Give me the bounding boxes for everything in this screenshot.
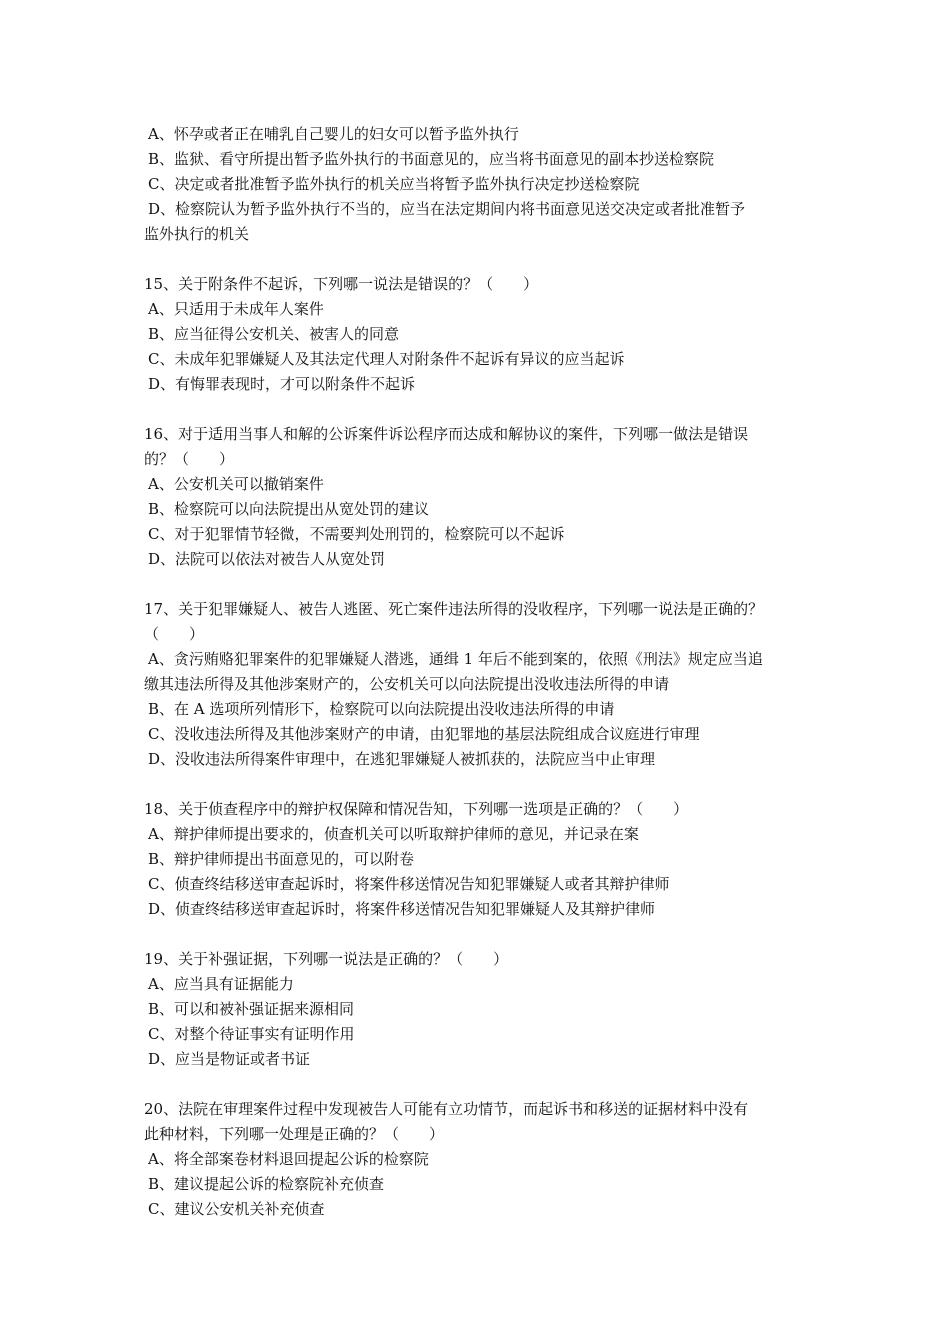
option-d: D、法院可以依法对被告人从宽处罚 bbox=[148, 550, 386, 568]
question-14-options bbox=[144, 122, 814, 247]
option-c: C、建议公安机关补充侦查 bbox=[148, 1200, 325, 1218]
option-b: B、检察院可以向法院提出从宽处罚的建议 bbox=[148, 500, 430, 518]
document-page bbox=[144, 122, 814, 1222]
question-15 bbox=[144, 272, 814, 397]
question-stem-continued: 此种材料，下列哪一处理是正确的？（ ） bbox=[144, 1125, 445, 1143]
option-d: D、有悔罪表现时，才可以附条件不起诉 bbox=[148, 375, 416, 393]
option-a: A、应当具有证据能力 bbox=[148, 975, 294, 993]
option-a-continued: 缴其违法所得及其他涉案财产的，公安机关可以向法院提出没收违法所得的申请 bbox=[144, 675, 670, 693]
option-b: B、辩护律师提出书面意见的，可以附卷 bbox=[148, 850, 415, 868]
question-stem: 20、法院在审理案件过程中发现被告人可能有立功情节，而起诉书和移送的证据材料中没有 bbox=[144, 1100, 749, 1118]
option-d: D、应当是物证或者书证 bbox=[148, 1050, 311, 1068]
option-d: D、检察院认为暂予监外执行不当的，应当在法定期间内将书面意见送交决定或者批准暂予 bbox=[148, 200, 746, 218]
question-stem: 17、关于犯罪嫌疑人、被告人逃匿、死亡案件违法所得的没收程序，下列哪一说法是正确的？ bbox=[144, 600, 764, 618]
option-b: B、应当征得公安机关、被害人的同意 bbox=[148, 325, 400, 343]
option-d: D、侦查终结移送审查起诉时，将案件移送情况告知犯罪嫌疑人及其辩护律师 bbox=[148, 900, 656, 918]
option-c: C、对于犯罪情节轻微，不需要判处刑罚的，检察院可以不起诉 bbox=[148, 525, 565, 543]
spacer bbox=[144, 922, 814, 947]
option-a: A、怀孕或者正在哺乳自己婴儿的妇女可以暂予监外执行 bbox=[148, 125, 519, 143]
question-18 bbox=[144, 797, 814, 922]
question-19 bbox=[144, 947, 814, 1072]
spacer bbox=[144, 1072, 814, 1097]
option-a: A、将全部案卷材料退回提起公诉的检察院 bbox=[148, 1150, 429, 1168]
question-stem: 15、关于附条件不起诉，下列哪一说法是错误的？（ ） bbox=[144, 275, 539, 293]
option-c: C、对整个待证事实有证明作用 bbox=[148, 1025, 355, 1043]
question-20 bbox=[144, 1097, 814, 1222]
question-17 bbox=[144, 597, 814, 772]
option-c: C、未成年犯罪嫌疑人及其法定代理人对附条件不起诉有异议的应当起诉 bbox=[148, 350, 625, 368]
question-stem: 16、对于适用当事人和解的公诉案件诉讼程序而达成和解协议的案件，下列哪一做法是错误 bbox=[144, 425, 749, 443]
option-a: A、辩护律师提出要求的，侦查机关可以听取辩护律师的意见，并记录在案 bbox=[148, 825, 639, 843]
option-b: B、可以和被补强证据来源相同 bbox=[148, 1000, 355, 1018]
option-d: D、没收违法所得案件审理中，在逃犯罪嫌疑人被抓获的，法院应当中止审理 bbox=[148, 750, 656, 768]
option-a: A、只适用于未成年人案件 bbox=[148, 300, 324, 318]
option-c: C、没收违法所得及其他涉案财产的申请，由犯罪地的基层法院组成合议庭进行审理 bbox=[148, 725, 700, 743]
spacer bbox=[144, 572, 814, 597]
option-b: B、监狱、看守所提出暂予监外执行的书面意见的，应当将书面意见的副本抄送检察院 bbox=[148, 150, 715, 168]
question-stem-continued: （ ） bbox=[144, 625, 205, 643]
question-16 bbox=[144, 422, 814, 572]
question-stem-continued: 的？（ ） bbox=[144, 450, 235, 468]
spacer bbox=[144, 397, 814, 422]
option-d-continued: 监外执行的机关 bbox=[144, 225, 250, 243]
spacer bbox=[144, 247, 814, 272]
question-stem: 18、关于侦查程序中的辩护权保障和情况告知，下列哪一选项是正确的？（ ） bbox=[144, 800, 689, 818]
option-c: C、决定或者批准暂予监外执行的机关应当将暂予监外执行决定抄送检察院 bbox=[148, 175, 640, 193]
option-b: B、建议提起公诉的检察院补充侦查 bbox=[148, 1175, 385, 1193]
option-a: A、贪污贿赂犯罪案件的犯罪嫌疑人潜逃，通缉 1 年后不能到案的，依照《刑法》规定应当追 bbox=[148, 650, 763, 668]
option-c: C、侦查终结移送审查起诉时，将案件移送情况告知犯罪嫌疑人或者其辩护律师 bbox=[148, 875, 670, 893]
option-b: B、在 A 选项所列情形下，检察院可以向法院提出没收违法所得的申请 bbox=[148, 700, 615, 718]
option-a: A、公安机关可以撤销案件 bbox=[148, 475, 324, 493]
spacer bbox=[144, 772, 814, 797]
question-stem: 19、关于补强证据，下列哪一说法是正确的？（ ） bbox=[144, 950, 509, 968]
